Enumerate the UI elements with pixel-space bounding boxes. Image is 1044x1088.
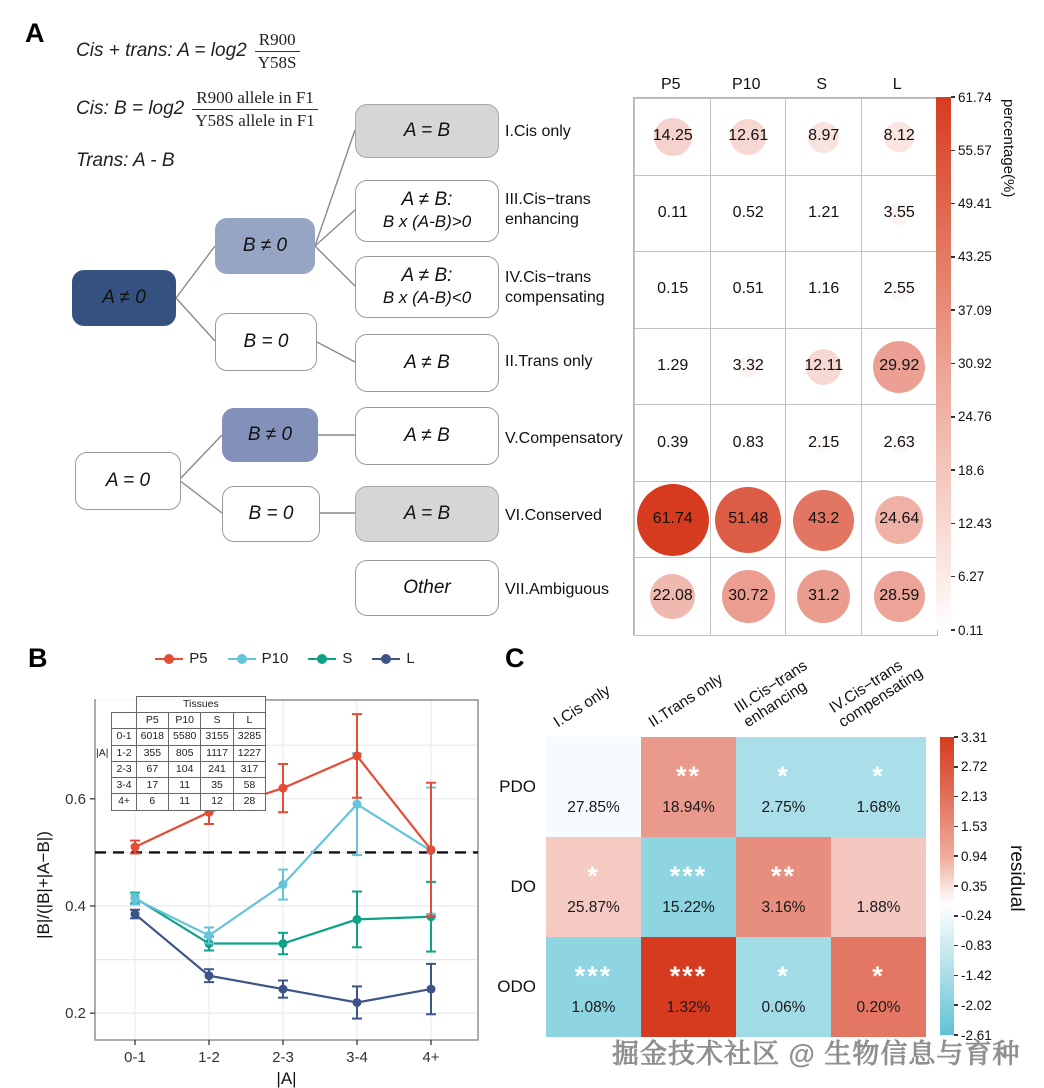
heatmap-row-label-ODO: ODO — [497, 977, 536, 996]
matrix-value: 3.55 — [883, 203, 915, 221]
heatmap-cell — [831, 937, 926, 1037]
matrix-value: 12.61 — [728, 127, 769, 145]
svg-text:3-4: 3-4 — [346, 1049, 368, 1066]
matrix-value: 0.52 — [732, 203, 764, 221]
tissues-inset-table — [96, 696, 266, 811]
inset-row-group-label: |A| — [96, 747, 109, 760]
matrix-value: 2.15 — [808, 433, 840, 451]
matrix-value: 12.11 — [804, 356, 844, 374]
category-label-7: VII.Ambiguous — [505, 581, 610, 598]
significance-stars: *** — [574, 961, 613, 991]
tree-leaf-2 — [355, 180, 499, 242]
matrix-value: 0.39 — [657, 433, 689, 451]
inset-table-title: Tissues — [136, 697, 265, 713]
tree-node-a-ne-0: A ≠ 0 — [72, 270, 176, 326]
legend-label: S — [342, 650, 353, 667]
leaf-text: Other — [403, 576, 451, 598]
leaf-text: A ≠ B — [404, 351, 450, 373]
percentage-colorbar-title: percentage(%) — [1000, 99, 1017, 198]
matrix-value: 28.59 — [879, 586, 920, 604]
significance-stars: * — [777, 961, 790, 991]
significance-stars: * — [872, 961, 885, 991]
matrix-value: 2.63 — [883, 433, 915, 451]
matrix-value: 22.08 — [652, 586, 693, 604]
tree-leaf-1 — [355, 104, 499, 158]
leaf-text: A = B — [403, 119, 451, 141]
legend-label: L — [406, 650, 415, 667]
legend-marker-icon — [228, 654, 256, 664]
heatmap-col-label-4: IV.Cis−trans compensating — [826, 656, 926, 731]
heatmap-cell — [831, 737, 926, 837]
svg-text:2-3: 2-3 — [272, 1049, 294, 1066]
tree-node-b-ne-0-upper: B ≠ 0 — [215, 218, 315, 274]
tree-leaf-4 — [355, 334, 499, 392]
percent-label: 27.85% — [567, 799, 620, 816]
matrix-value: 8.12 — [883, 127, 915, 145]
svg-text:|A|: |A| — [276, 1069, 297, 1088]
panel-a-label: A — [25, 18, 45, 48]
matrix-value: 0.83 — [732, 433, 764, 451]
category-label-2: III.Cis−trans enhancing — [505, 191, 591, 228]
legend-marker-icon — [155, 654, 183, 664]
heatmap-cell — [641, 837, 736, 937]
matrix-col-header-P10: P10 — [732, 76, 761, 93]
legend-marker-icon — [308, 654, 336, 664]
svg-text:0.6: 0.6 — [65, 790, 86, 808]
legend-item-P5 — [155, 650, 207, 667]
svg-text:0-1: 0-1 — [124, 1049, 146, 1066]
matrix-value: 24.64 — [879, 510, 920, 528]
percent-label: 2.75% — [761, 799, 806, 816]
matrix-col-header-L: L — [892, 76, 902, 93]
leaf-text: A ≠ B — [404, 424, 450, 446]
percent-label: 3.16% — [761, 899, 806, 916]
fraction-r900-y58s: $\frac{R900}{Y58S}$ — [255, 30, 300, 72]
matrix-value: 31.2 — [808, 586, 840, 604]
matrix-value: 3.32 — [732, 356, 764, 374]
heatmap-cell — [641, 737, 736, 837]
formula-trans: Trans: A - B — [76, 150, 175, 171]
matrix-value: 30.72 — [728, 586, 769, 604]
leaf-text-2: B x (A-B)>0 — [382, 212, 472, 232]
matrix-value: 1.29 — [657, 356, 689, 374]
heatmap-cell — [736, 837, 831, 937]
leaf-text: A = B — [403, 502, 451, 524]
percent-label: 0.06% — [761, 999, 806, 1016]
category-label-4: II.Trans only — [505, 353, 593, 370]
heatmap-cell — [736, 937, 831, 1037]
heatmap-row-label-DO: DO — [510, 877, 536, 896]
legend-label: P5 — [189, 650, 208, 667]
formula-line2-prefix: Cis: B = log2 — [76, 98, 185, 120]
percent-label: 1.08% — [571, 999, 616, 1016]
percent-label: 1.88% — [856, 899, 901, 916]
tree-leaf-3 — [355, 256, 499, 318]
matrix-value: 29.92 — [879, 356, 920, 374]
svg-text:4+: 4+ — [422, 1049, 440, 1066]
legend-item-P10 — [228, 650, 289, 667]
svg-text:0.4: 0.4 — [65, 898, 86, 915]
percentage-colorbar: 61.74 55.57 49.41 43.25 37.09 30.92 24.76 18.6 12.43 6.27 0.11 — [936, 97, 951, 630]
category-label-1: I.Cis only — [505, 123, 571, 140]
heatmap-cell — [546, 937, 641, 1037]
percent-label: 1.32% — [666, 999, 711, 1016]
significance-stars: *** — [669, 861, 708, 891]
significance-stars: ** — [675, 761, 701, 791]
heatmap-cell — [546, 837, 641, 937]
panel-b-legend — [90, 650, 480, 667]
matrix-value: 8.97 — [808, 127, 840, 145]
heatmap-col-label-3: III.Cis−trans enhancing — [731, 657, 811, 731]
category-label-6: VI.Conserved — [505, 507, 602, 524]
tree-node-b-eq-0-upper: B = 0 — [215, 313, 317, 371]
matrix-col-header-P5: P5 — [660, 76, 681, 93]
leaf-text: A ≠ B: — [401, 265, 453, 287]
matrix-value: 51.48 — [728, 510, 769, 528]
tree-leaf-5 — [355, 407, 499, 465]
significance-stars: ** — [770, 861, 796, 891]
heatmap-cell — [546, 737, 641, 837]
matrix-col-header-S: S — [816, 76, 828, 93]
matrix-value: 1.16 — [808, 280, 840, 298]
leaf-text: A ≠ B: — [401, 189, 453, 211]
svg-text:1-2: 1-2 — [198, 1049, 220, 1066]
heatmap-col-label-2: II.Trans only — [645, 670, 727, 731]
significance-stars: *** — [669, 961, 708, 991]
percent-label: 0.20% — [856, 999, 901, 1016]
legend-item-S — [308, 650, 352, 667]
tree-node-b-ne-0-lower: B ≠ 0 — [222, 408, 318, 462]
fraction-alleles: $\frac{\text{R900 allele in F1}}{\text{Y58S allele in F1}}$ — [192, 88, 318, 130]
significance-stars: * — [777, 761, 790, 791]
matrix-value: 61.74 — [652, 510, 693, 528]
heatmap-row-label-PDO: PDO — [499, 777, 536, 796]
matrix-value: 43.2 — [808, 510, 840, 528]
leaf-text-2: B x (A-B)<0 — [382, 288, 472, 308]
category-label-5: V.Compensatory — [505, 430, 623, 447]
category-label-3: IV.Cis−trans compensating — [505, 269, 605, 306]
svg-text:0.2: 0.2 — [65, 1005, 86, 1023]
inset-table-grid: Tissues P5 P10 S L 0-1 6018 5580 3155 3285 1-2 355 805 1117 1227 2-3 67 104 241 317 3-4 17 11 35 58 4+ 6 11 12 28 — [111, 696, 266, 811]
legend-item-L — [372, 650, 414, 667]
matrix-value: 14.25 — [652, 127, 693, 145]
legend-marker-icon — [372, 654, 400, 664]
watermark-text: 掘金技术社区 @ 生物信息与育种 — [612, 1039, 1021, 1069]
percent-label: 18.94% — [662, 799, 715, 816]
tree-node-b-eq-0-lower: B = 0 — [222, 486, 320, 542]
tree-leaf-6 — [355, 486, 499, 542]
matrix-value: 0.11 — [657, 203, 688, 221]
panel-b-y-axis-label: |B|/(|B|+|A−B|) — [34, 831, 53, 939]
heatmap-cell — [831, 837, 926, 937]
matrix-value: 2.55 — [883, 280, 915, 298]
formula-line1-prefix: Cis + trans: A = log2 — [76, 40, 247, 62]
matrix-value: 1.21 — [808, 203, 840, 221]
heatmap-cell — [641, 937, 736, 1037]
percent-label: 15.22% — [662, 899, 715, 916]
matrix-value: 0.51 — [732, 280, 764, 298]
percent-label: 1.68% — [856, 799, 901, 816]
heatmap-cell — [736, 737, 831, 837]
significance-stars: * — [587, 861, 600, 891]
percent-label: 25.87% — [567, 899, 620, 916]
tree-node-a-eq-0: A = 0 — [75, 452, 181, 510]
significance-stars: * — [872, 761, 885, 791]
legend-label: P10 — [261, 650, 289, 667]
panel-b-label: B — [28, 643, 48, 673]
residual-colorbar-title: residual — [1006, 845, 1027, 912]
tree-leaf-7 — [355, 560, 499, 616]
residual-colorbar: 3.31 2.72 2.13 1.53 0.94 0.35 -0.24 -0.83 -1.42 -2.02 -2.61 — [940, 737, 954, 1035]
panel-c-label: C — [505, 643, 525, 673]
matrix-value: 0.15 — [657, 280, 689, 298]
heatmap-col-label-1: I.Cis only — [550, 681, 614, 731]
